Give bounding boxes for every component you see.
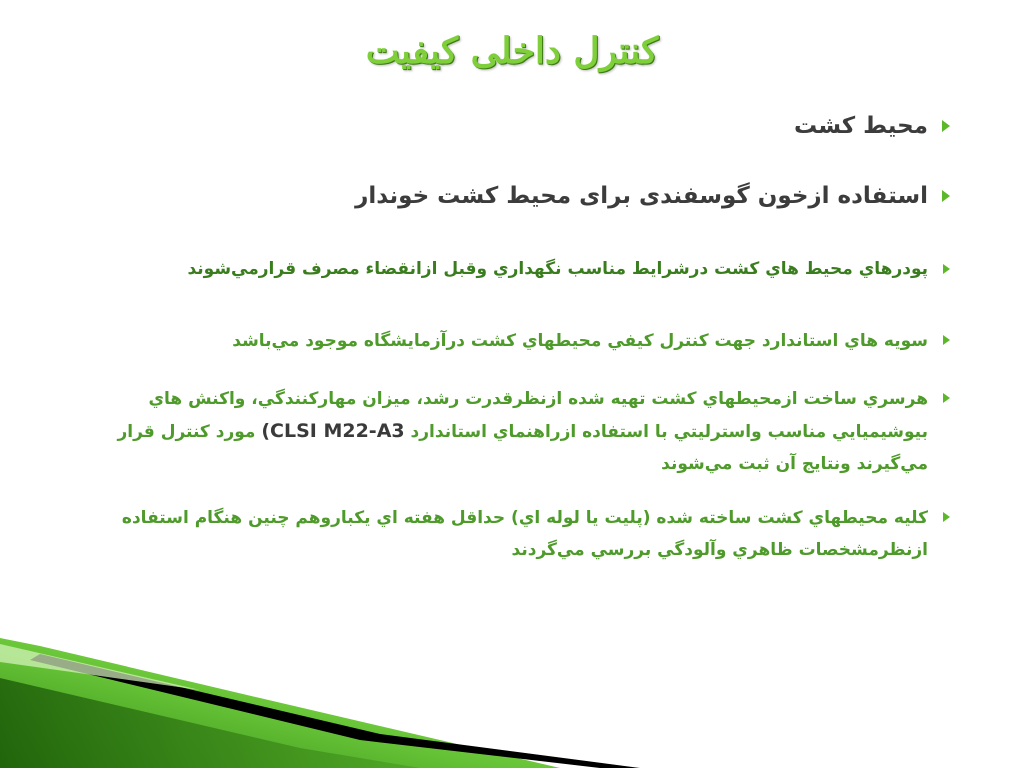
bullet-item-weekly-check [84,502,954,566]
bullet-triangle-icon [942,190,950,202]
bullet-text: استفاده ازخون گوسفندی برای محیط کشت خوندار [355,183,928,209]
bullet-triangle-icon [943,264,950,274]
decor-light-stripe [0,644,200,690]
bullet-text-before: هرسري ساخت ازمحيطهاي كشت تهيه شده ازنظرقدرت رشد، ميزان مهاركنندگي، واكنش هاي بيوشيميايي مناسب واسترليتي با استفاده ازراهنماي استاندارد [148,389,928,442]
decor-black-stripe [30,654,640,768]
bullet-item-sheep-blood [84,180,954,212]
decor-green-wedge [0,678,420,768]
standard-code: (CLSI M22-A3 [261,420,405,442]
bullet-text: پودرهاي محيط هاي كشت درشرايط مناسب نگهداري وقبل ازانقضاء مصرف قرارمي‌شوند [187,259,928,279]
bullet-text: كليه محيطهاي كشت ساخته شده (پليت يا لوله اي) حداقل هفته اي يكباروهم چنين هنگام استفاده ازنظرمشخصات ظاهري وآلودگي بررسي مي‌گردند [121,508,928,560]
bullet-item-powder-storage [84,254,954,285]
bullet-item-culture-medium [84,110,954,142]
slide-title: کنترل داخلی کیفیت [365,30,659,72]
corner-decoration [0,638,640,768]
bullet-text: محیط کشت [794,113,928,139]
bullet-item-batch-control [84,383,954,480]
bullet-triangle-icon [942,120,950,132]
bullet-triangle-icon [943,512,950,522]
bullet-triangle-icon [943,393,950,403]
bullet-text-after: مورد كنترل قرار مي‌گيرند ونتايج آن ثبت مي‌شوند [117,422,928,474]
bullet-list [84,110,954,566]
bullet-item-standard-strains [84,325,954,357]
bullet-text: سويه هاي استاندارد جهت كنترل كيفي محيطهاي كشت درآزمايشگاه موجود مي‌باشد [232,331,928,351]
decor-green-band [0,638,560,768]
bullet-triangle-icon [943,335,950,345]
